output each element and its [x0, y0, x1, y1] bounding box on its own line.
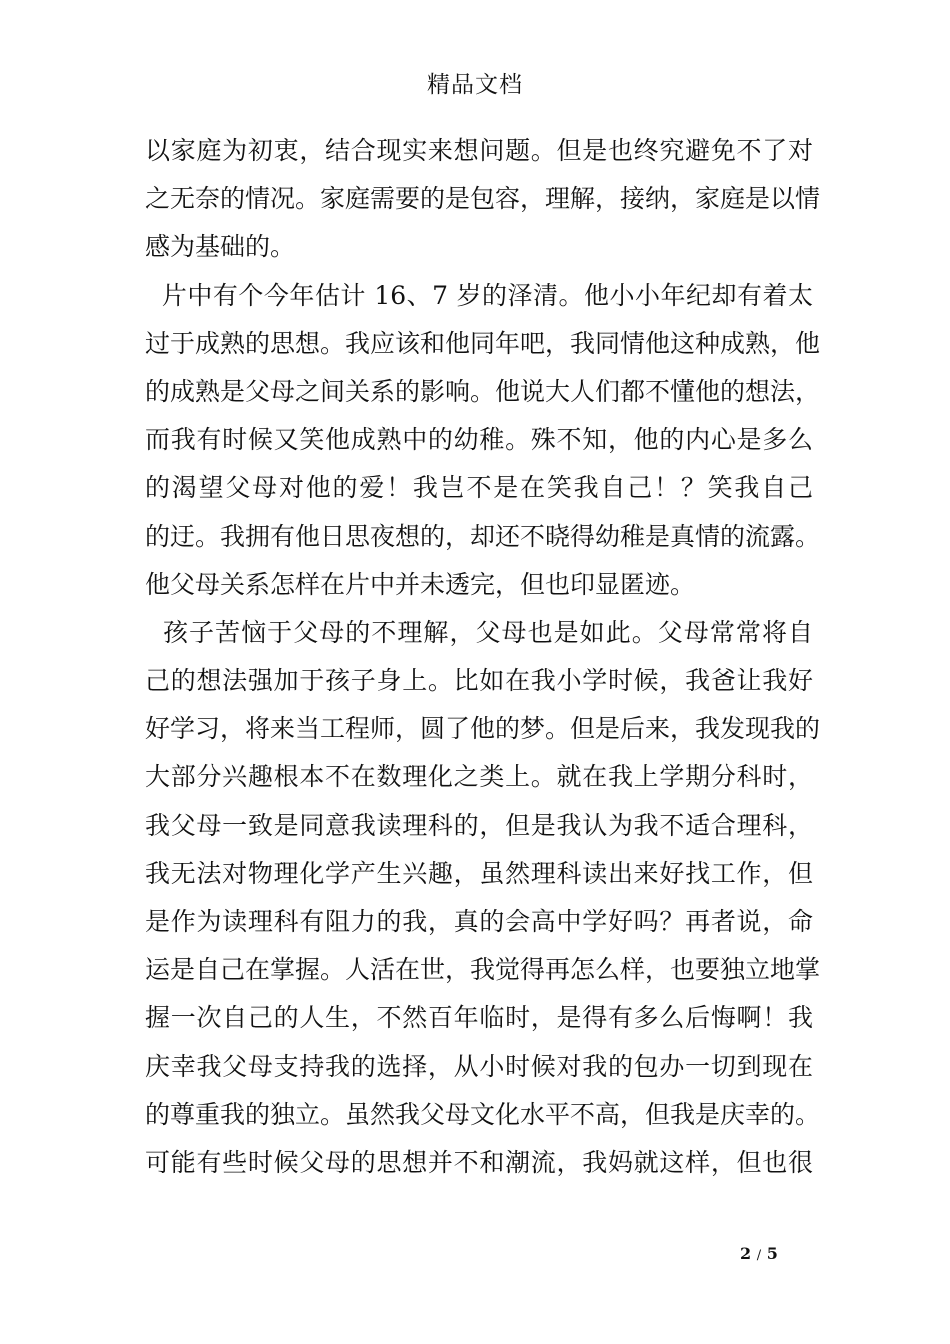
text-line-17: 是作为读理科有阻力的我，真的会高中学好吗？再者说，命: [145, 907, 813, 936]
text-line-21: 的尊重我的独立。虽然我父母文化水平不高，但我是庆幸的。: [145, 1099, 821, 1129]
text-line-18: 运是自己在掌握。人活在世，我觉得再怎么样，也要独立地掌: [145, 955, 821, 985]
text-line-19: 握一次自己的人生，不然百年临时，是得有多么后悔啊！我: [145, 1003, 813, 1033]
page-separator: /: [756, 1248, 762, 1263]
text-line-5: 过于成熟的思想。我应该和他同年吧，我同情他这种成熟，他: [145, 328, 821, 358]
text-line-12: 己的想法强加于孩子身上。比如在我小学时候，我爸让我好: [145, 666, 813, 696]
text-line-7: 而我有时候又笑他成熟中的幼稚。殊不知，他的内心是多么: [145, 425, 813, 455]
text-line-14: 大部分兴趣根本不在数理化之类上。就在我上学期分科时，: [145, 762, 813, 792]
text-line-2: 之无奈的情况。家庭需要的是包容，理解，接纳，家庭是以情: [145, 184, 821, 214]
text-line-1: 以家庭为初衷，结合现实来想问题。但是也终究避免不了对: [145, 136, 813, 165]
text-line-16: 我无法对物理化学产生兴趣，虽然理科读出来好找工作，但: [145, 858, 813, 888]
text-line-22: 可能有些时候父母的思想并不和潮流，我妈就这样，但也很: [145, 1147, 813, 1177]
page-header-title: 精品文档: [427, 72, 523, 98]
total-page-count: 5: [766, 1244, 778, 1263]
text-line-20: 庆幸我父母支持我的选择，从小时候对我的包办一切到现在: [145, 1051, 813, 1081]
document-body: [145, 132, 821, 1192]
text-line-4: 片中有个今年估计 16、7 岁的泽清。他小小年纪却有着太: [145, 280, 813, 310]
text-line-9: 的迂。我拥有他日思夜想的，却还不晓得幼稚是真情的流露。: [145, 521, 821, 551]
text-line-11: 孩子苦恼于父母的不理解，父母也是如此。父母常常将自: [145, 617, 813, 647]
text-line-3: 感为基础的。: [145, 232, 296, 262]
text-line-13: 好学习，将来当工程师，圆了他的梦。但是后来，我发现我的: [145, 714, 821, 744]
text-line-10: 他父母关系怎样在片中并未透完，但也印显匿迹。: [145, 569, 696, 599]
text-line-6: 的成熟是父母之间关系的影响。他说大人们都不懂他的想法，: [145, 376, 821, 406]
current-page-number: 2: [740, 1244, 752, 1263]
page-number: [740, 1244, 778, 1263]
text-line-15: 我父母一致是同意我读理科的，但是我认为我不适合理科，: [145, 810, 813, 840]
text-line-8: 的渴望父母对他的爱！我岂不是在笑我自己！？笑我自己: [145, 473, 813, 503]
